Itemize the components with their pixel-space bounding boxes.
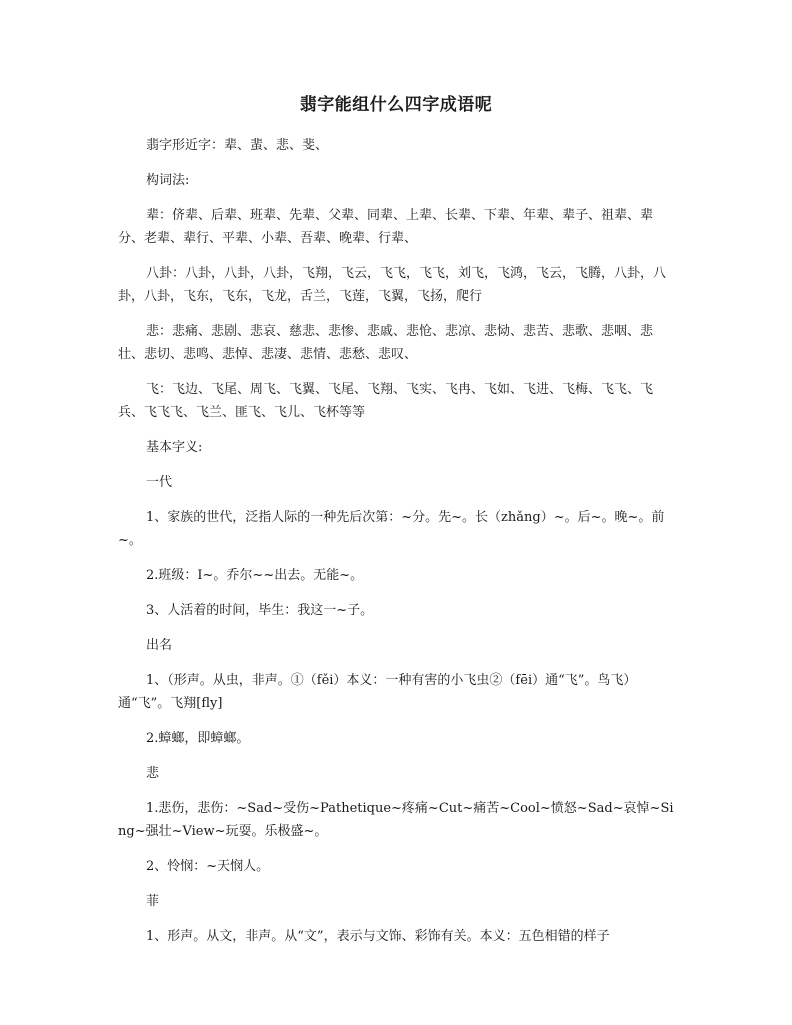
paragraph: 1、（形声。从虫，非声。①（fěi）本义：一种有害的小飞虫②（fēi）通“飞”。鸟飞）通“飞”。飞翔[fly] bbox=[118, 673, 637, 711]
paragraph: 基本字义: bbox=[146, 440, 203, 455]
paragraph: 构词法: bbox=[146, 173, 190, 188]
paragraph: 1、形声。从文，非声。从“文”，表示与文饰、彩饰有关。本义：五色相错的样子 bbox=[146, 929, 610, 944]
paragraph: 1、家族的世代，泛指人际的一种先后次第：~分。先~。长（zhǎng）~。后~。晚~。前~。 bbox=[118, 510, 665, 548]
paragraph: 八卦：八卦，八卦，八卦，飞翔，飞云，飞飞，飞飞，刘飞，飞鸿，飞云，飞腾，八卦，八卦，八卦，飞东，飞东，飞龙，舌兰，飞莲，飞翼，飞扬，爬行 bbox=[118, 266, 667, 304]
paragraph: 一代 bbox=[146, 475, 173, 490]
paragraph: 菲 bbox=[146, 894, 160, 909]
paragraph: 2、怜悯：~天悯人。 bbox=[146, 859, 270, 874]
paragraph: 悲：悲痛、悲剧、悲哀、慈悲、悲惨、悲戚、悲怆、悲凉、悲恸、悲苦、悲歌、悲咽、悲壮、悲切、悲鸣、悲悼、悲凄、悲情、悲愁、悲叹、 bbox=[118, 324, 654, 362]
paragraph: 飞：飞边、飞尾、周飞、飞翼、飞尾、飞翔、飞实、飞冉、飞如、飞进、飞梅、飞飞、飞兵、飞飞飞、飞兰、匪飞、飞儿、飞杯等等 bbox=[118, 382, 654, 420]
document-title: 翡字能组什么四字成语呢 bbox=[299, 95, 493, 115]
paragraph: 辈：侪辈、后辈、班辈、先辈、父辈、同辈、上辈、长辈、下辈、年辈、辈子、祖辈、辈分、老辈、辈行、平辈、小辈、吾辈、晚辈、行辈、 bbox=[118, 208, 654, 246]
paragraph: 2.蟑螂，即蟑螂。 bbox=[146, 731, 250, 746]
document-body bbox=[118, 134, 678, 960]
paragraph: 2.班级：I~。乔尔~~出去。无能~。 bbox=[146, 568, 364, 583]
paragraph: 翡字形近字：辈、蜚、悲、斐、 bbox=[146, 138, 329, 153]
paragraph: 3、人活着的时间，毕生：我这一~子。 bbox=[146, 603, 374, 618]
paragraph: 悲 bbox=[146, 766, 160, 781]
paragraph: 出名 bbox=[146, 638, 173, 653]
paragraph: 1.悲伤，悲伤：~Sad~受伤~Pathetique~疼痛~Cut~痛苦~Cool~愤怒~Sad~哀悼~Sing~强壮~View~玩耍。乐极盛~。 bbox=[118, 801, 674, 839]
